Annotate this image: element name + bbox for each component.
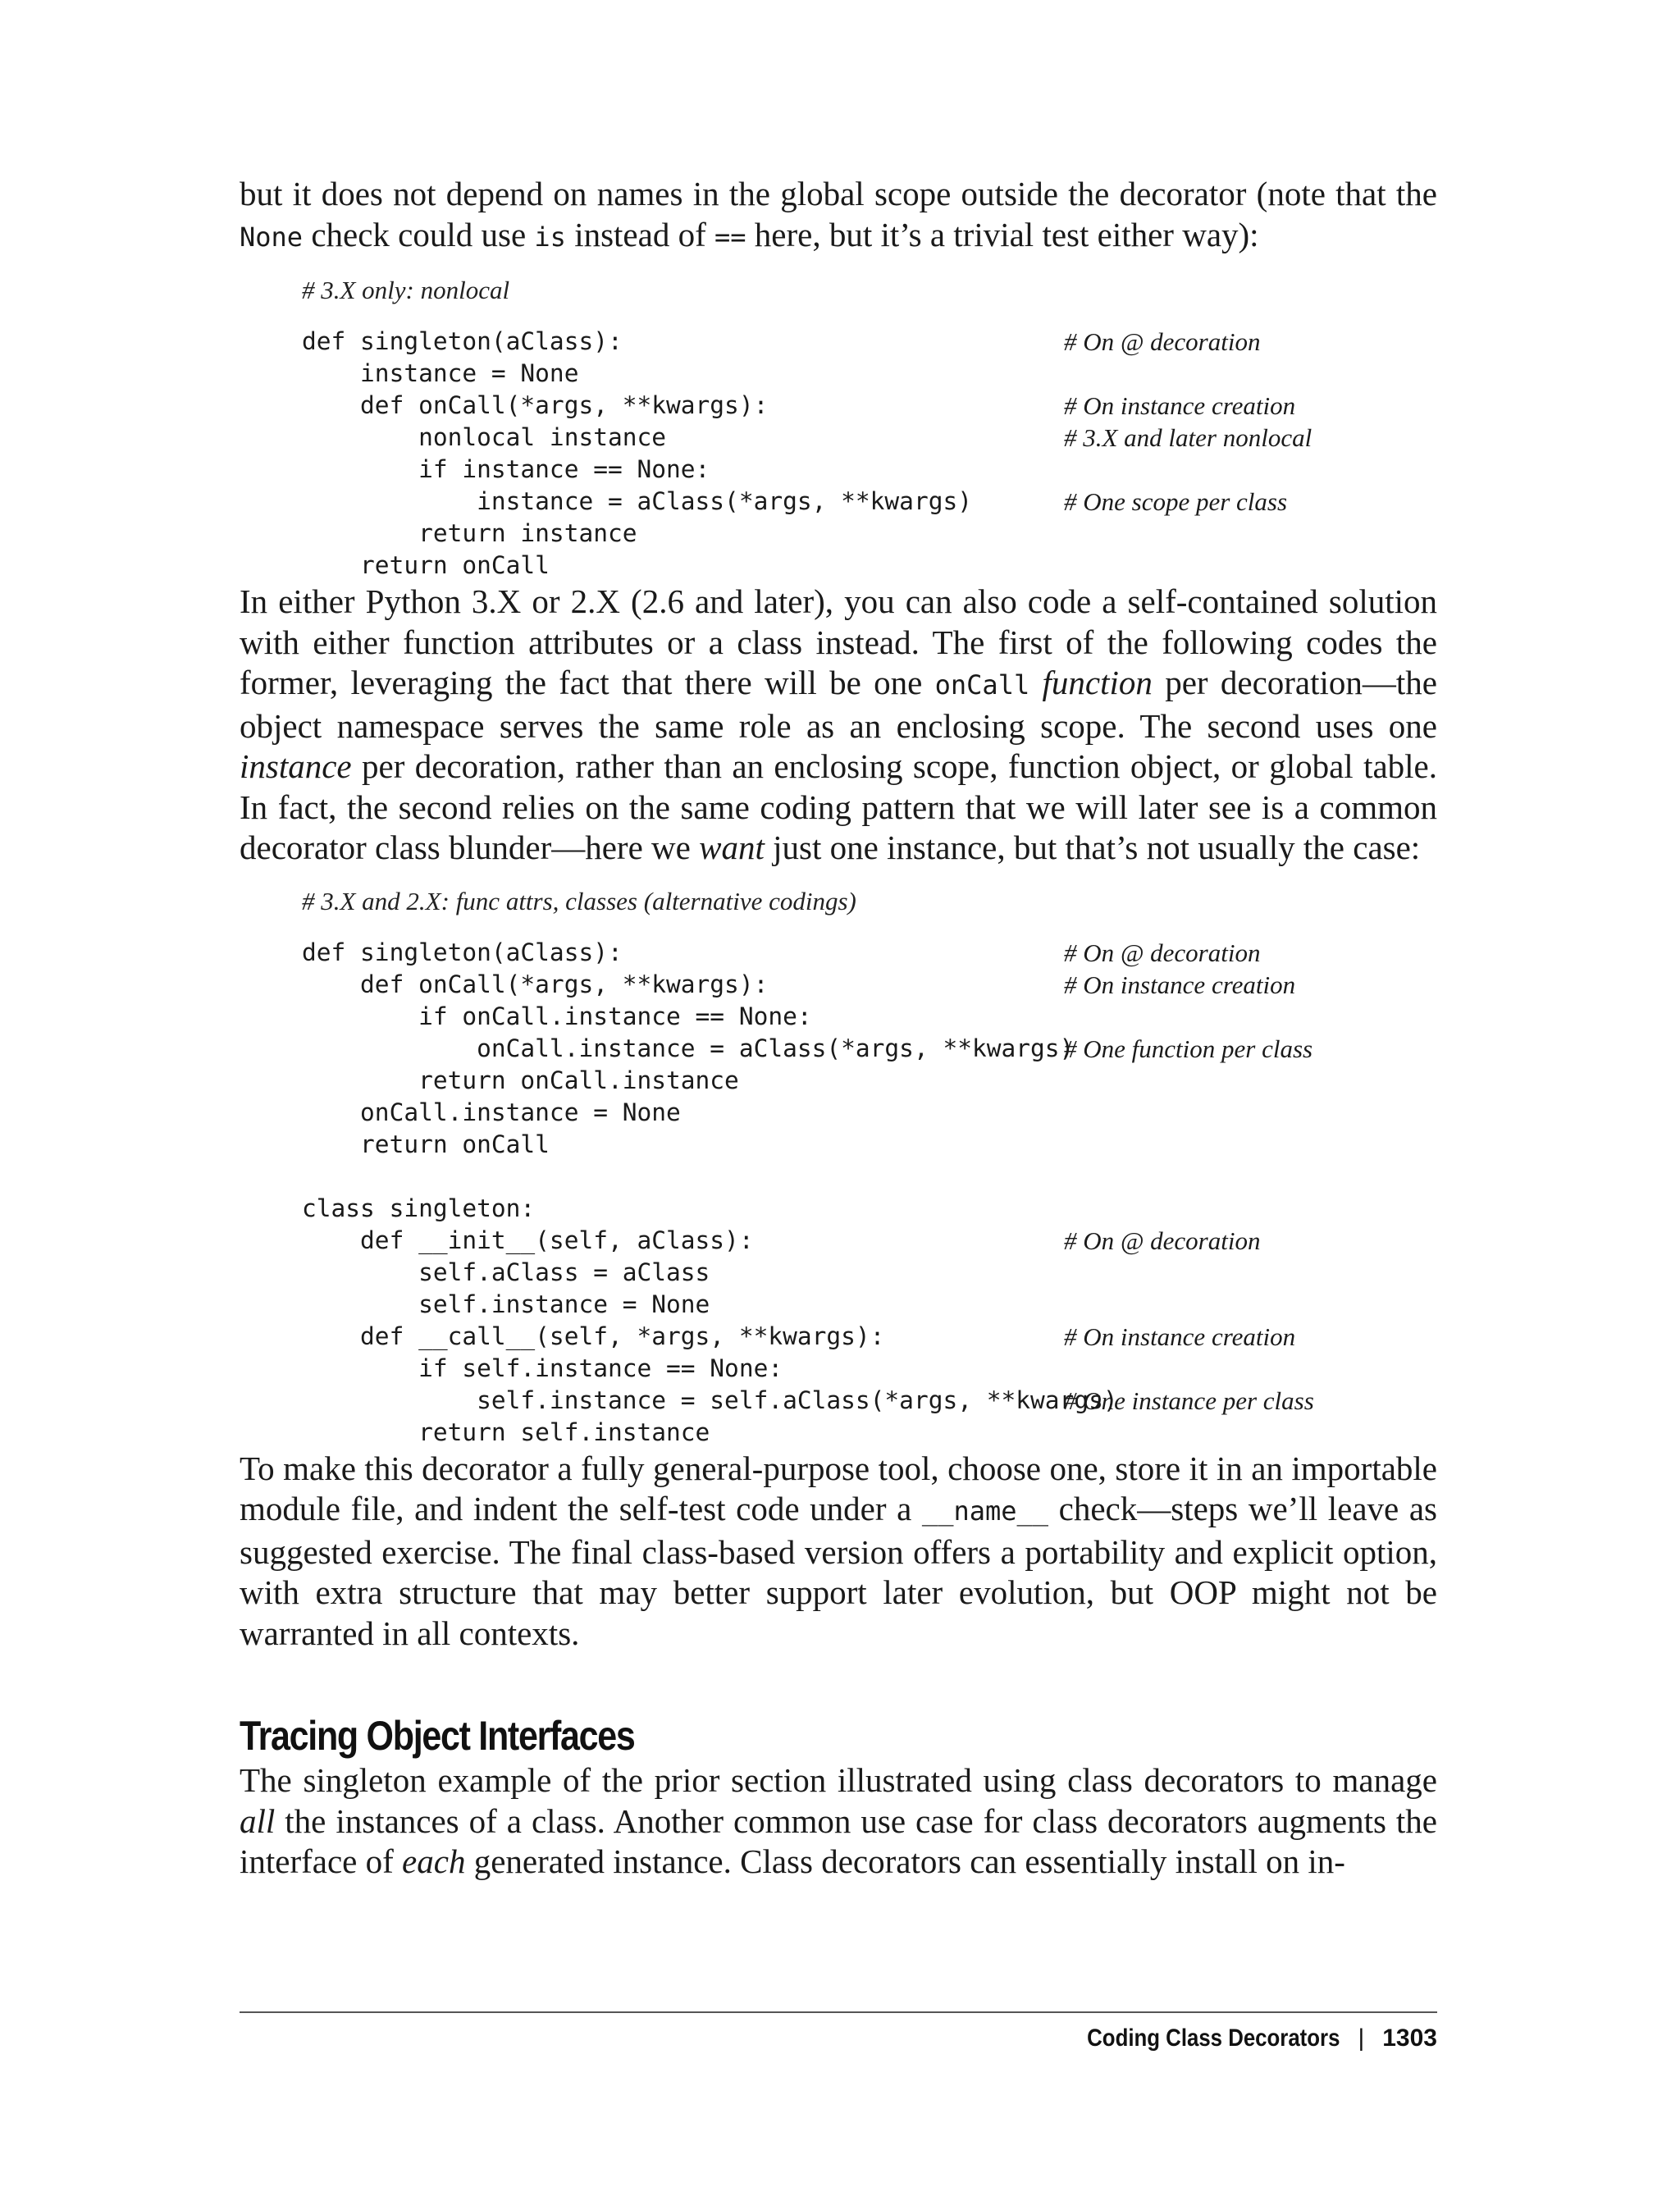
code-line	[302, 937, 1437, 969]
code-text: return self.instance	[302, 1418, 710, 1446]
code-line	[302, 1033, 1437, 1065]
code-line	[302, 1225, 1437, 1257]
code-text: if onCall.instance == None:	[302, 1002, 812, 1030]
italic-text: instance	[240, 747, 352, 785]
code-line	[302, 1321, 1437, 1353]
code-comment: # One scope per class	[1064, 487, 1288, 516]
code-line	[302, 1001, 1437, 1033]
code-text: self.instance = self.aClass(*args, **kwargs)	[302, 1386, 1118, 1414]
text-span: per decoration, rather than an enclosing scope, function object, or global table. In fact, the second relies on the same coding pattern that we will later see is a common decorator class blunder—here we	[240, 747, 1437, 866]
code-line	[302, 1353, 1437, 1385]
text-span: just one instance, but that’s not usually the case:	[764, 829, 1421, 866]
page-number: 1303	[1382, 2025, 1437, 2052]
text-span: To make this decorator a fully general-purpose tool, choose one, store it in an importable module file, and indent the self-test code under a	[240, 1449, 1437, 1527]
italic-text: each	[402, 1842, 466, 1880]
footer-separator: |	[1358, 2025, 1365, 2052]
section-heading: Tracing Object Interfaces	[240, 1713, 635, 1759]
text-span: the instances of a class. Another common use case for class decorators augments the interface of	[240, 1801, 1437, 1880]
inline-code: None	[240, 221, 304, 253]
code-line	[302, 326, 1437, 358]
text-span: but it does not depend on names in the global scope outside the decorator (note that the	[240, 175, 1437, 212]
text-span: generated instance. Class decorators can essentially install on in-	[465, 1842, 1345, 1880]
code-text: return onCall	[302, 1130, 550, 1158]
code-text: return onCall	[302, 551, 550, 579]
code-line	[302, 1161, 1437, 1193]
text-span: check could use	[303, 215, 535, 253]
code-comment: # On @ decoration	[1064, 327, 1261, 356]
code-comment: # On @ decoration	[1064, 938, 1261, 967]
text-span: The singleton example of the prior section illustrated using class decorators to manage	[240, 1761, 1437, 1799]
inline-code: onCall	[934, 669, 1030, 701]
code-text: if instance == None:	[302, 455, 710, 483]
code-text: self.instance = None	[302, 1290, 710, 1318]
code-2-header: # 3.X and 2.X: func attrs, classes (alternative codings)	[302, 886, 856, 915]
paragraph-1	[240, 174, 1437, 258]
code-text: return onCall.instance	[302, 1066, 739, 1094]
code-text: class singleton:	[302, 1194, 536, 1222]
code-text: self.aClass = aClass	[302, 1258, 710, 1286]
inline-code: __name__	[921, 1495, 1049, 1527]
text-span: check—steps we’ll leave as suggested exercise. The final class-based version offers a portability and explicit option, with extra structure that may better support later evolution, but OOP might not be warranted in all contexts.	[240, 1490, 1437, 1652]
paragraph-4	[240, 1760, 1437, 1883]
code-comment: # One function per class	[1064, 1034, 1313, 1063]
code-text: nonlocal instance	[302, 423, 667, 451]
code-line	[302, 358, 1437, 390]
text-span: In either Python 3.X or 2.X (2.6 and later), you can also code a self-contained solution with either function attributes or a class instead. The first of the following codes the former, leveraging the fact that there will be one	[240, 582, 1437, 701]
code-line	[302, 1129, 1437, 1161]
code-line	[302, 454, 1437, 486]
page-footer	[1046, 2025, 1437, 2052]
text-span: instead of	[565, 215, 714, 253]
code-text: onCall.instance = None	[302, 1098, 681, 1126]
code-comment: # On instance creation	[1064, 1322, 1296, 1351]
code-text: def onCall(*args, **kwargs):	[302, 391, 769, 419]
code-text: instance = None	[302, 359, 579, 387]
code-line	[302, 486, 1437, 518]
code-line	[302, 1417, 1437, 1449]
code-line	[302, 422, 1437, 454]
code-text: def singleton(aClass):	[302, 327, 623, 355]
paragraph-3	[240, 1449, 1437, 1655]
code-1-header: # 3.X only: nonlocal	[302, 276, 510, 304]
code-line	[302, 969, 1437, 1001]
code-comment: # 3.X and later nonlocal	[1064, 423, 1312, 452]
code-line	[302, 1257, 1437, 1289]
text-span: per decoration—the object namespace serves the same role as an enclosing scope. The second uses one	[240, 664, 1437, 745]
code-text: def __init__(self, aClass):	[302, 1226, 754, 1254]
code-block-2	[302, 937, 1437, 1449]
code-text: return instance	[302, 519, 637, 547]
code-text: if self.instance == None:	[302, 1354, 783, 1382]
code-line	[302, 390, 1437, 422]
text-span: here, but it’s a trivial test either way):	[746, 215, 1259, 253]
italic-text: function	[1042, 664, 1153, 701]
code-text: instance = aClass(*args, **kwargs)	[302, 487, 972, 515]
code-text: def __call__(self, *args, **kwargs):	[302, 1322, 885, 1350]
code-text: onCall.instance = aClass(*args, **kwargs)	[302, 1034, 1075, 1062]
code-line	[302, 1065, 1437, 1097]
paragraph-2	[240, 582, 1437, 869]
code-text: def onCall(*args, **kwargs):	[302, 970, 769, 998]
footer-divider	[240, 2011, 1437, 2013]
code-comment: # On instance creation	[1064, 391, 1296, 420]
code-line	[302, 1193, 1437, 1225]
italic-text: all	[240, 1801, 276, 1840]
code-comment: # On instance creation	[1064, 970, 1296, 999]
code-line	[302, 550, 1437, 582]
inline-code: is	[534, 221, 566, 253]
code-line	[302, 1097, 1437, 1129]
code-block-1	[302, 326, 1437, 582]
italic-text: want	[699, 829, 765, 866]
code-line	[302, 1385, 1437, 1417]
code-text: def singleton(aClass):	[302, 938, 623, 966]
code-line	[302, 518, 1437, 550]
footer-chapter-title: Coding Class Decorators	[1087, 2025, 1340, 2052]
code-comment: # On @ decoration	[1064, 1226, 1261, 1255]
code-line	[302, 1289, 1437, 1321]
code-comment: # One instance per class	[1064, 1386, 1314, 1415]
inline-code: ==	[714, 221, 746, 253]
page-content	[240, 174, 1437, 1883]
